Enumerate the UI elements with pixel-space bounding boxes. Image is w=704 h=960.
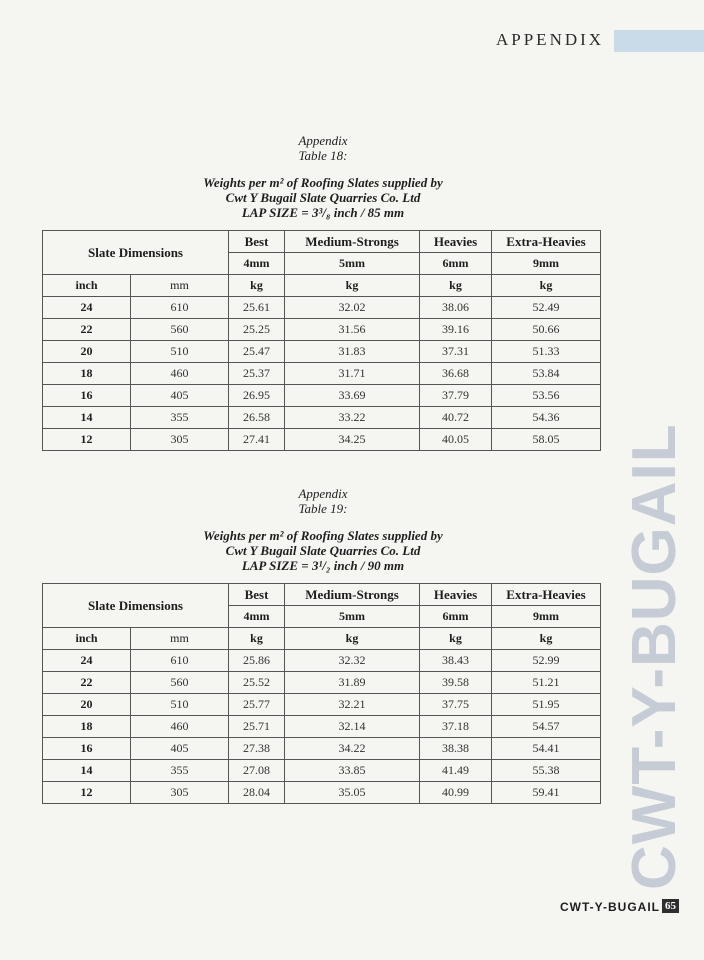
thickness-extra: 9mm: [492, 606, 601, 628]
unit-inch: inch: [43, 628, 131, 650]
cell-best-kg: 25.86: [229, 650, 285, 672]
cell-medium-kg: 32.14: [285, 716, 420, 738]
table-row: [43, 694, 601, 716]
cell-best-kg: 25.37: [229, 363, 285, 385]
cell-best-kg: 25.52: [229, 672, 285, 694]
cell-medium-kg: 33.69: [285, 385, 420, 407]
cell-inch: 18: [43, 716, 131, 738]
cell-medium-kg: 31.71: [285, 363, 420, 385]
cell-extra-kg: 54.36: [492, 407, 601, 429]
header-best: Best: [229, 231, 285, 253]
cell-extra-kg: 58.05: [492, 429, 601, 451]
cell-extra-kg: 50.66: [492, 319, 601, 341]
cell-medium-kg: 34.22: [285, 738, 420, 760]
cell-mm: 610: [131, 297, 229, 319]
header-slate-dimensions: Slate Dimensions: [43, 584, 229, 628]
caption-lap-size: LAP SIZE = 3³/₈ inch / 85 mm: [241, 205, 405, 220]
cell-mm: 510: [131, 694, 229, 716]
cell-extra-kg: 52.99: [492, 650, 601, 672]
table-18: [42, 230, 601, 451]
cell-best-kg: 25.47: [229, 341, 285, 363]
table-row: [43, 341, 601, 363]
cell-best-kg: 25.61: [229, 297, 285, 319]
cell-mm: 460: [131, 716, 229, 738]
cell-medium-kg: 34.25: [285, 429, 420, 451]
cell-extra-kg: 54.41: [492, 738, 601, 760]
cell-mm: 460: [131, 363, 229, 385]
thickness-medium: 5mm: [285, 606, 420, 628]
cell-extra-kg: 53.56: [492, 385, 601, 407]
header-extra-heavies: Extra-Heavies: [492, 231, 601, 253]
unit-kg: kg: [229, 628, 285, 650]
header-heavies: Heavies: [420, 584, 492, 606]
thickness-heavies: 6mm: [420, 606, 492, 628]
cell-inch: 24: [43, 297, 131, 319]
cell-medium-kg: 32.32: [285, 650, 420, 672]
unit-inch: inch: [43, 275, 131, 297]
unit-kg: kg: [420, 275, 492, 297]
cell-medium-kg: 32.21: [285, 694, 420, 716]
caption-title-line1: Weights per m² of Roofing Slates supplied by: [203, 175, 443, 190]
cell-heavies-kg: 40.05: [420, 429, 492, 451]
cell-best-kg: 27.08: [229, 760, 285, 782]
table-row: [43, 650, 601, 672]
cell-best-kg: 25.71: [229, 716, 285, 738]
cell-heavies-kg: 39.16: [420, 319, 492, 341]
unit-kg: kg: [492, 275, 601, 297]
table-row: [43, 297, 601, 319]
cell-mm: 405: [131, 385, 229, 407]
cell-mm: 305: [131, 782, 229, 804]
caption-lap-size: LAP SIZE = 3¹/₂ inch / 90 mm: [241, 558, 405, 573]
cell-extra-kg: 59.41: [492, 782, 601, 804]
unit-mm: mm: [131, 275, 229, 297]
cell-medium-kg: 31.56: [285, 319, 420, 341]
cell-best-kg: 25.77: [229, 694, 285, 716]
unit-kg: kg: [492, 628, 601, 650]
cell-extra-kg: 51.21: [492, 672, 601, 694]
cell-inch: 20: [43, 694, 131, 716]
cell-extra-kg: 51.95: [492, 694, 601, 716]
page-number: 65: [662, 899, 679, 913]
cell-inch: 20: [43, 341, 131, 363]
cell-heavies-kg: 39.58: [420, 672, 492, 694]
unit-mm: mm: [131, 628, 229, 650]
thickness-medium: 5mm: [285, 253, 420, 275]
table-row: [43, 429, 601, 451]
cell-heavies-kg: 41.49: [420, 760, 492, 782]
table-row: [43, 782, 601, 804]
cell-extra-kg: 52.49: [492, 297, 601, 319]
unit-kg: kg: [229, 275, 285, 297]
table-row: [43, 385, 601, 407]
thickness-heavies: 6mm: [420, 253, 492, 275]
cell-medium-kg: 35.05: [285, 782, 420, 804]
cell-inch: 12: [43, 782, 131, 804]
footer-brand: CWT-Y-BUGAIL: [560, 900, 660, 914]
cell-heavies-kg: 37.18: [420, 716, 492, 738]
cell-mm: 405: [131, 738, 229, 760]
cell-mm: 560: [131, 319, 229, 341]
thickness-best: 4mm: [229, 606, 285, 628]
cell-medium-kg: 33.85: [285, 760, 420, 782]
cell-inch: 14: [43, 760, 131, 782]
table-19: [42, 583, 601, 804]
thickness-extra: 9mm: [492, 253, 601, 275]
cell-inch: 14: [43, 407, 131, 429]
thickness-best: 4mm: [229, 253, 285, 275]
cell-inch: 24: [43, 650, 131, 672]
cell-heavies-kg: 40.72: [420, 407, 492, 429]
table-row: [43, 407, 601, 429]
cell-mm: 560: [131, 672, 229, 694]
cell-medium-kg: 33.22: [285, 407, 420, 429]
header-medium-strongs: Medium-Strongs: [285, 584, 420, 606]
caption-number: Table 18:: [298, 148, 348, 163]
cell-mm: 355: [131, 407, 229, 429]
cell-inch: 12: [43, 429, 131, 451]
cell-medium-kg: 32.02: [285, 297, 420, 319]
cell-extra-kg: 54.57: [492, 716, 601, 738]
cell-best-kg: 28.04: [229, 782, 285, 804]
cell-best-kg: 27.41: [229, 429, 285, 451]
cell-inch: 16: [43, 385, 131, 407]
table-row: [43, 716, 601, 738]
cell-mm: 305: [131, 429, 229, 451]
header-heavies: Heavies: [420, 231, 492, 253]
cell-extra-kg: 51.33: [492, 341, 601, 363]
cell-medium-kg: 31.83: [285, 341, 420, 363]
cell-heavies-kg: 37.31: [420, 341, 492, 363]
cell-heavies-kg: 36.68: [420, 363, 492, 385]
table-18-body: [43, 297, 601, 451]
caption-label: Appendix: [298, 133, 348, 148]
cell-mm: 510: [131, 341, 229, 363]
side-brand-text: CWT-Y-BUGAIL: [620, 423, 689, 890]
cell-best-kg: 27.38: [229, 738, 285, 760]
cell-mm: 355: [131, 760, 229, 782]
table-row: [43, 738, 601, 760]
table-row: [43, 672, 601, 694]
header-slate-dimensions: Slate Dimensions: [43, 231, 229, 275]
section-header: APPENDIX: [496, 30, 605, 49]
cell-medium-kg: 31.89: [285, 672, 420, 694]
cell-heavies-kg: 38.43: [420, 650, 492, 672]
unit-kg: kg: [420, 628, 492, 650]
table-row: [43, 760, 601, 782]
unit-kg: kg: [285, 628, 420, 650]
cell-heavies-kg: 37.79: [420, 385, 492, 407]
cell-best-kg: 26.58: [229, 407, 285, 429]
cell-extra-kg: 55.38: [492, 760, 601, 782]
table-18-caption: [0, 133, 646, 220]
header-best: Best: [229, 584, 285, 606]
cell-heavies-kg: 38.06: [420, 297, 492, 319]
table-row: [43, 363, 601, 385]
caption-title-line2: Cwt Y Bugail Slate Quarries Co. Ltd: [225, 190, 421, 205]
cell-best-kg: 25.25: [229, 319, 285, 341]
header-accent-bar: [614, 30, 704, 52]
cell-mm: 610: [131, 650, 229, 672]
table-19-caption: [0, 486, 646, 573]
cell-extra-kg: 53.84: [492, 363, 601, 385]
caption-number: Table 19:: [298, 501, 348, 516]
cell-inch: 16: [43, 738, 131, 760]
table-19-body: [43, 650, 601, 804]
cell-best-kg: 26.95: [229, 385, 285, 407]
cell-inch: 18: [43, 363, 131, 385]
caption-title-line1: Weights per m² of Roofing Slates supplied by: [203, 528, 443, 543]
cell-heavies-kg: 38.38: [420, 738, 492, 760]
cell-heavies-kg: 40.99: [420, 782, 492, 804]
caption-label: Appendix: [298, 486, 348, 501]
cell-inch: 22: [43, 672, 131, 694]
cell-inch: 22: [43, 319, 131, 341]
cell-heavies-kg: 37.75: [420, 694, 492, 716]
header-medium-strongs: Medium-Strongs: [285, 231, 420, 253]
unit-kg: kg: [285, 275, 420, 297]
header-extra-heavies: Extra-Heavies: [492, 584, 601, 606]
table-row: [43, 319, 601, 341]
caption-title-line2: Cwt Y Bugail Slate Quarries Co. Ltd: [225, 543, 421, 558]
